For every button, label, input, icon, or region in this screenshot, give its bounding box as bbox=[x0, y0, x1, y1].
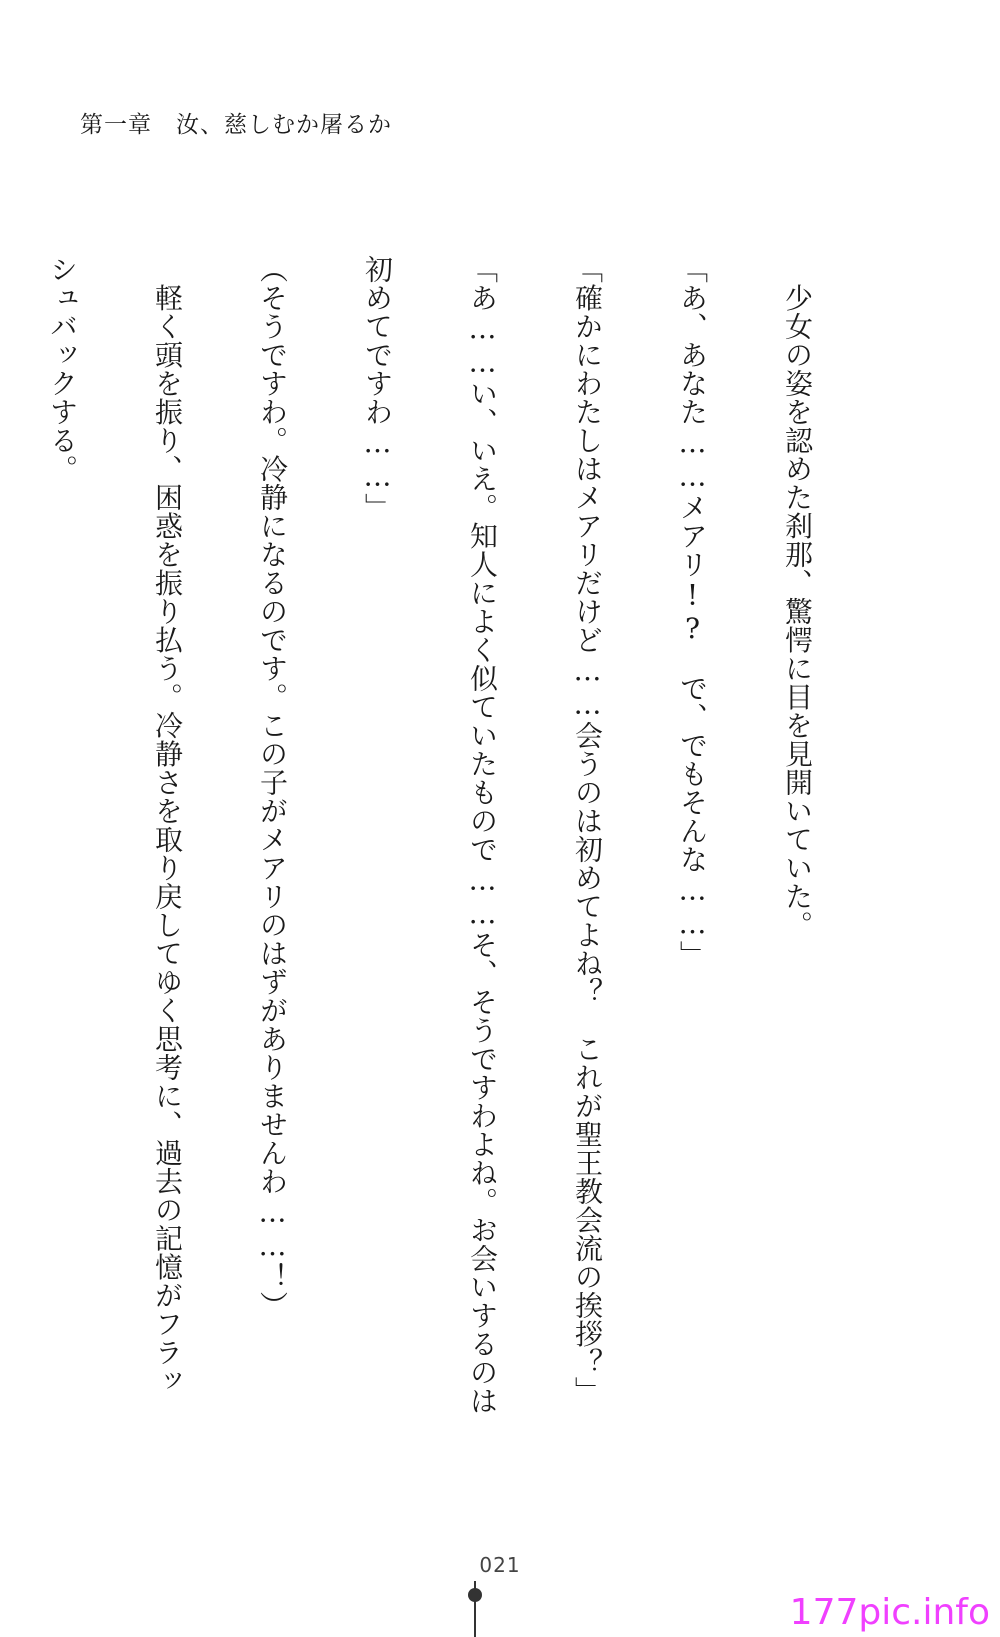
text-line: （そうですわ。冷静になるのです。この子がメアリのはずがありませんわ……！） bbox=[256, 255, 289, 1320]
text-line: 「あ、あなた……メアリ!? で、でもそんな……」 bbox=[676, 255, 709, 969]
text-line: 「確かにわたしはメアリだけど……会うのは初めてよね？ これが聖王教会流の挨拶？」 bbox=[571, 255, 604, 1405]
page-marker-dot-icon bbox=[468, 1588, 482, 1602]
novel-body-text bbox=[0, 255, 885, 1415]
text-line: 「あ……い、いえ。知人によく似ていたもので……そ、そうですわよね。お会いするのは bbox=[466, 255, 499, 1415]
site-watermark: 177pic.info bbox=[789, 1592, 990, 1633]
text-line: 少女の姿を認めた刹那、驚愕に目を見開いていた。 bbox=[781, 255, 814, 939]
chapter-header: 第一章 汝、慈しむか屠るか bbox=[80, 112, 392, 138]
text-line: シュバックする。 bbox=[46, 255, 79, 483]
text-line: 初めてですわ……」 bbox=[361, 255, 394, 522]
text-line: 軽く頭を振り、困惑を振り払う。冷静さを取り戻してゆく思考に、過去の記憶がフラッ bbox=[151, 255, 184, 1395]
page-number: 021 bbox=[479, 1553, 521, 1577]
